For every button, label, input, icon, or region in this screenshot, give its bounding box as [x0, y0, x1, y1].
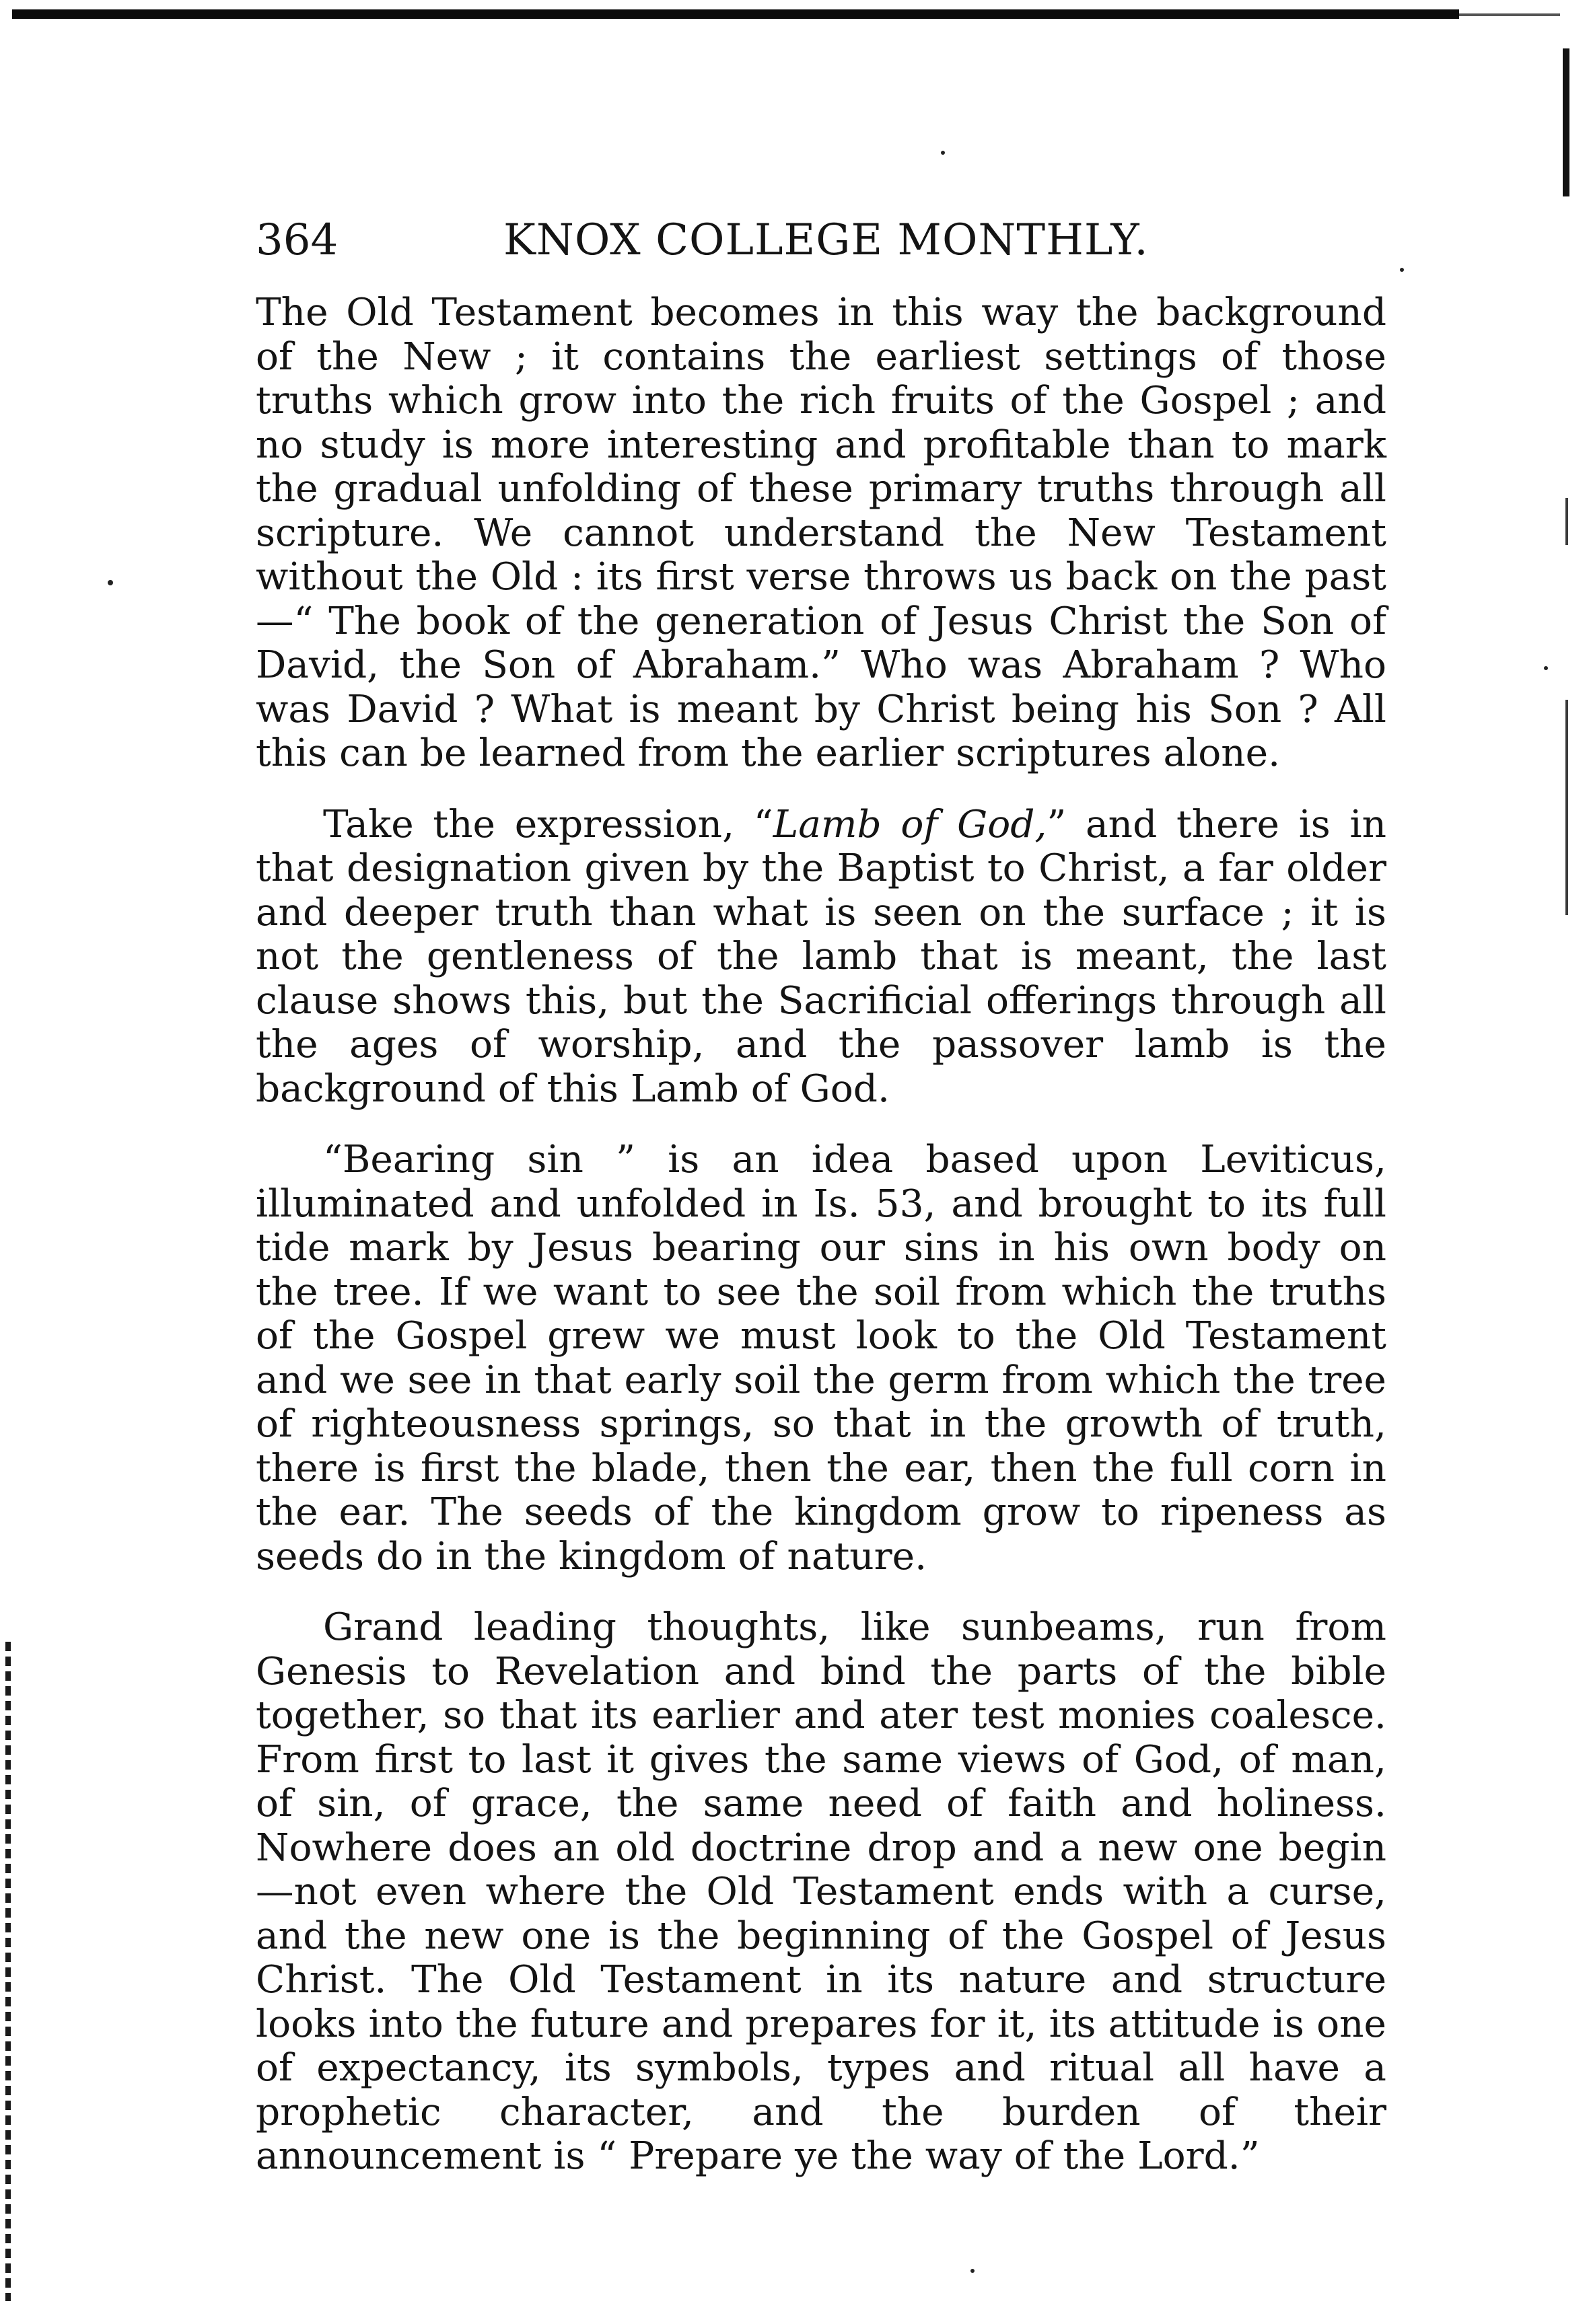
scan-speck	[941, 151, 945, 155]
scan-top-edge-fade	[1459, 13, 1560, 16]
scan-speck	[1400, 268, 1404, 272]
paragraph-lead: Take the expression, “	[323, 802, 773, 846]
paragraph	[256, 803, 1386, 1112]
scan-right-edge	[1563, 48, 1569, 196]
paragraph-rest: ” and there is in that designation given by the Baptist to Christ, a far older and deeper truth than what is seen on the surface ; it is not the gentleness of the lamb that is meant, the last clause shows this, but the Sacrificial offerings through all the ages of worship, and the passover lamb is the background of this Lamb of God.	[256, 802, 1387, 1111]
body-text	[256, 291, 1386, 2179]
page-number: 364	[256, 215, 339, 265]
paragraph: “Bearing sin ” is an idea based upon Leviticus, illuminated and unfolded in Is. 53, and brought to its full tide mark by Jesus bearing our sins in his own body on the tree. If we want to see the soil from which the truths of the Gospel grew we must look to the Old Testament and we see in that early soil the germ from which the tree of righteousness springs, so that in the growth of truth, there is first the blade, then the ear, then the full corn in the ear. The seeds of the kingdom grow to ripeness as seeds do in the kingdom of nature.	[256, 1138, 1386, 1578]
scan-left-edge	[5, 1642, 11, 2301]
scan-right-mark	[1565, 700, 1568, 915]
scan-top-edge	[12, 9, 1459, 19]
scan-speck	[970, 2269, 975, 2273]
running-head	[256, 210, 1400, 270]
scan-right-mark	[1565, 498, 1568, 545]
scan-speck	[1544, 666, 1548, 670]
italic-phrase: Lamb of God,	[773, 802, 1047, 846]
running-title: KNOX COLLEGE MONTHLY.	[503, 215, 1149, 265]
scan-speck	[108, 580, 113, 585]
paragraph: Grand leading thoughts, like sunbeams, run from Genesis to Revelation and bind the parts of the bible together, so that its earlier and ater test monies coalesce. From first to last it gives the same views of God, of man, of sin, of grace, the same need of faith and holiness. Nowhere does an old doctrine drop and a new one begin—not even where the Old Testament ends with a curse, and the new one is the beginning of the Gospel of Jesus Christ. The Old Testament in its nature and structure looks into the future and prepares for it, its attitude is one of expectancy, its symbols, types and ritual all have a prophetic character, and the burden of their announcement is “ Prepare ye the way of the Lord.”	[256, 1605, 1386, 2178]
paragraph: The Old Testament becomes in this way the background of the New ; it contains the earliest settings of those truths which grow into the rich fruits of the Gospel ; and no study is more interesting and profitable than to mark the gradual unfolding of these primary truths through all scripture. We cannot understand the New Testament without the Old : its first verse throws us back on the past—“ The book of the generation of Jesus Christ the Son of David, the Son of Abraham.” Who was Abraham ? Who was David ? What is meant by Christ being his Son ? All this can be learned from the earlier scriptures alone.	[256, 291, 1386, 775]
